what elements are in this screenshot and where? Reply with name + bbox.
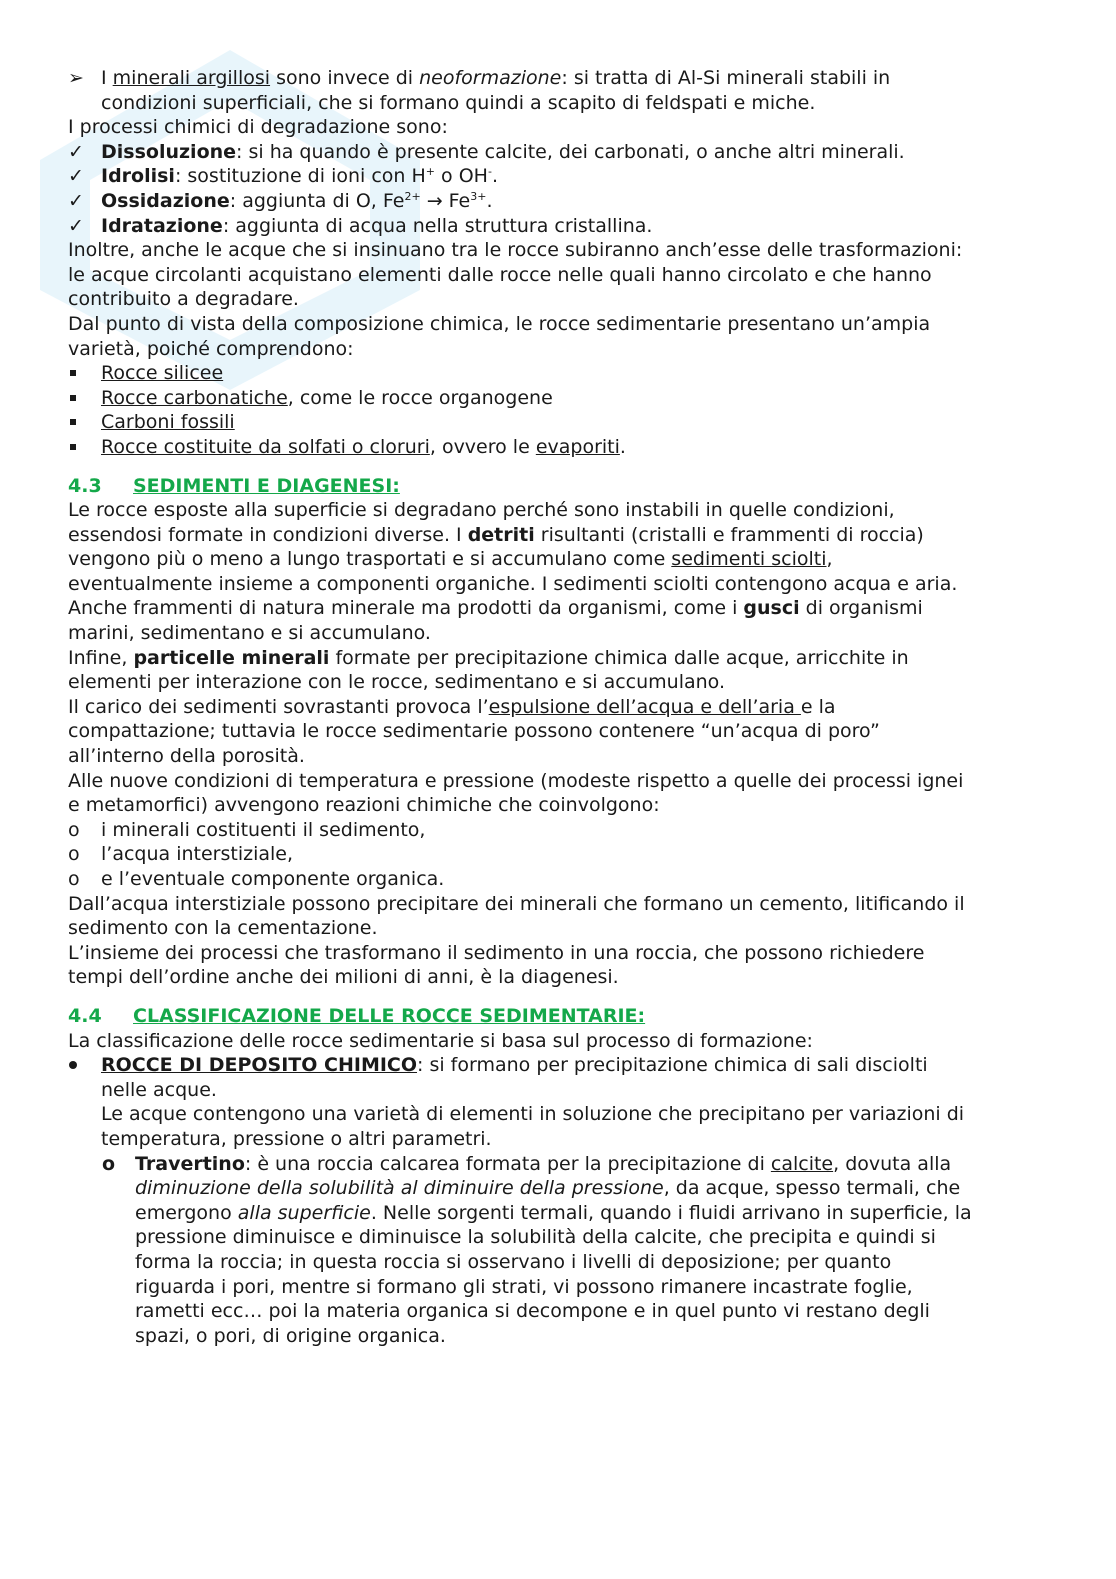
section-4-3-closing: Dall’acqua interstiziale possono precipitare dei minerali che formano un cemento, litificando il sedimento con la cementazione. L’insieme dei processi che trasformano il sedimento in una roccia, che possono richiedere tempi dell’ordine anche dei milioni di anni, è la diagenesi. [68, 892, 965, 989]
document-page [68, 66, 1048, 1348]
check-item-idratazione: ✓ Idratazione: aggiunta di acqua nella struttura cristallina. [68, 214, 653, 237]
circle-bullet-icon: o [102, 1152, 116, 1175]
arrow-list-item: ➢ I minerali argillosi sono invece di neoformazione: si tratta di Al-Si minerali stabili in condizioni superficiali, che si formano quindi a scapito di feldspati e miche. [68, 67, 891, 114]
check-item-idrolisi: ✓ Idrolisi: sostituzione di ioni con H+ o OH-. [68, 165, 498, 188]
square-bullet-icon [70, 370, 76, 376]
checkmark-icon: ✓ [68, 214, 84, 237]
section-4-4-intro: La classificazione delle rocce sedimentarie si basa sul processo di formazione: [68, 1029, 813, 1052]
arrow-bullet-icon: ➢ [68, 67, 84, 89]
check-item-dissoluzione: ✓ Dissoluzione: si ha quando è presente calcite, dei carbonati, o anche altri minerali. [68, 140, 905, 163]
square-bullet-icon [70, 444, 76, 450]
circle-bullet-icon: o [68, 818, 80, 841]
checkmark-icon: ✓ [68, 189, 84, 212]
o-list-item: o e l’eventuale componente organica. [68, 868, 445, 890]
o-list-item: o i minerali costituenti il sedimento, [68, 818, 426, 841]
checkmark-icon: ✓ [68, 140, 84, 163]
list-item-evaporiti: Rocce costituite da solfati o cloruri, ovvero le evaporiti. [68, 435, 1048, 460]
square-bullet-icon [70, 419, 76, 425]
sub-item-travertino: o Travertino: è una roccia calcarea formata per la precipitazione di calcite, dovuta alla diminuzione della solubilità al diminuire della pressione, da acque, spesso termali, che emergono alla superficie. Nelle sorgenti termali, quando i fluidi arrivano in superficie, la pressione diminuisce e diminuisce la solubilità della calcite, che precipita e quindi si forma la roccia; in questa roccia si osservano i livelli di deposizione; per quanto riguarda i pori, mentre si formano gli strati, vi possono rimanere incastrate foglie, rametti ecc… poi la materia organica si decompone e in quel punto vi restano degli spazi, o pori, di origine organica. [102, 1152, 972, 1347]
section-4-3-body: Le rocce esposte alla superficie si degradano perché sono instabili in quelle condizioni, essendosi formate in condizioni diverse. I detriti risultanti (cristalli e frammenti di roccia) vengono più o meno a lungo trasportati e si accumulano come sedimenti sciolti, eventualmente insieme a componenti organiche. I sedimenti sciolti contengono acqua e aria. Anche frammenti di natura minerale ma prodotti da organismi, come i gusci di organismi marini, sedimentano e si accumulano. Infine, particelle minerali formate per precipitazione chimica dalle acque, arricchite in elementi per interazione con le rocce, sedimentano e si accumulano. Il carico dei sedimenti sovrastanti provoca l’espulsione dell’acqua e dell’aria e la compattazione; tuttavia le rocce sedimentarie possono contenere “un’acqua di poro” all’interno della porosità. Alle nuove condizioni di temperatura e pressione (modeste rispetto a quelle dei processi ignei e metamorfici) avvengono reazioni chimiche che coinvolgono: [68, 499, 964, 817]
paragraph-composizione: Dal punto di vista della composizione chimica, le rocce sedimentarie presentano un’ampia varietà, poiché comprendono: [68, 312, 931, 360]
section-heading-4-4: 4.4 CLASSIFICAZIONE DELLE ROCCE SEDIMENTARIE: [68, 1004, 646, 1027]
list-item-carboni-fossili: Carboni fossili [68, 410, 1048, 435]
circle-bullet-icon: o [68, 843, 80, 866]
round-bullet-icon [69, 1061, 77, 1069]
circle-bullet-icon: o [68, 868, 80, 890]
list-item-rocce-carbonatiche: Rocce carbonatiche, come le rocce organogene [68, 386, 1048, 411]
check-item-ossidazione: ✓ Ossidazione: aggiunta di O, $Fe^{2+} \to Fe^{3+}$. [68, 189, 493, 212]
o-list-item: o l’acqua interstiziale, [68, 843, 293, 866]
square-bullet-icon [70, 395, 76, 401]
processes-intro: I processi chimici di degradazione sono: [68, 116, 448, 139]
section-heading-4-3: 4.3 SEDIMENTI E DIAGENESI: [68, 474, 400, 497]
list-item-rocce-silicee: Rocce silicee [68, 361, 1048, 386]
bullet-rocce-deposito-chimico: ROCCE DI DEPOSITO CHIMICO: si formano per precipitazione chimica di sali disciolti nelle acque. Le acque contengono una varietà di elementi in soluzione che precipitano per variazioni di temperatura, pressione o altri parametri. [68, 1053, 1048, 1151]
checkmark-icon: ✓ [68, 165, 84, 188]
paragraph-acque: Inoltre, anche le acque che si insinuano tra le rocce subiranno anch’esse delle trasformazioni: le acque circolanti acquistano elementi dalle rocce nelle quali hanno circolato e che hanno contribuito a degradare. [68, 239, 963, 311]
